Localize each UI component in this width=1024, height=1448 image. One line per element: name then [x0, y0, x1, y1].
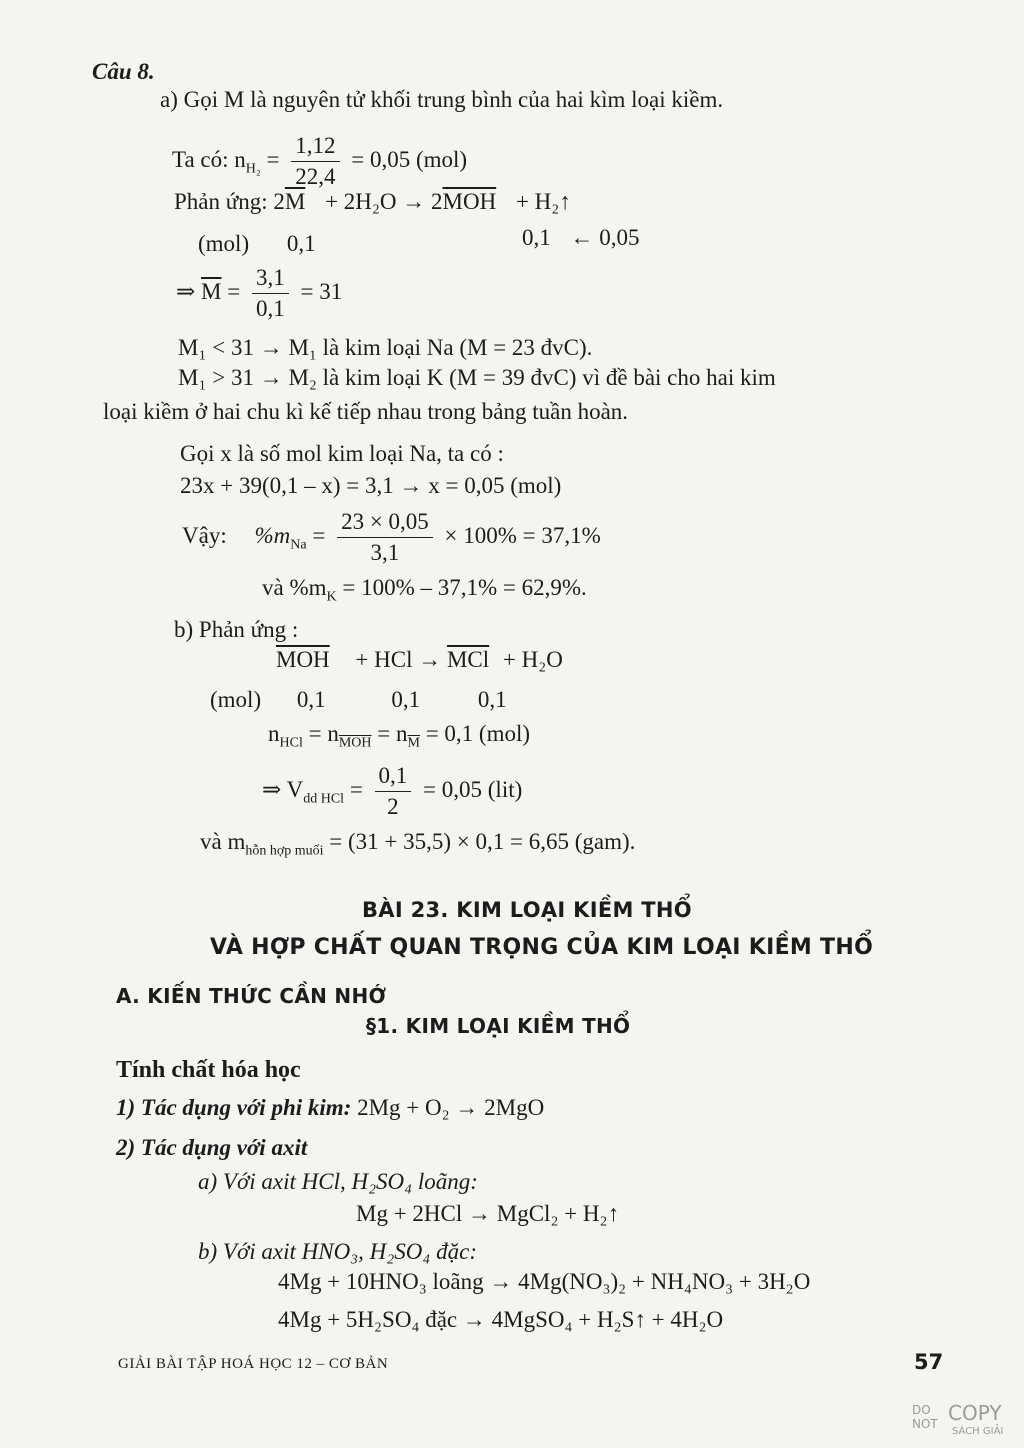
mbar-symbol: $\overline{M}$	[284, 189, 306, 214]
moh-subscript: MOH	[338, 735, 372, 751]
reaction-label: Phản ứng: 2	[174, 189, 285, 214]
volume-result: = 0,05 (lit)	[423, 776, 523, 802]
fraction-h2	[291, 132, 339, 191]
mol-label: (mol)	[210, 687, 262, 712]
mass-line	[200, 828, 635, 866]
mass-result: = (31 + 35,5) × 0,1 = 6,65 (gam).	[329, 829, 636, 854]
percent-symbol: %m	[254, 522, 291, 548]
fraction-result: = 31	[300, 278, 343, 304]
equation-end: + H₂O	[502, 647, 563, 672]
equals-sign: =	[308, 721, 322, 746]
fraction-numerator: 3,1	[252, 264, 289, 294]
lesson-title-line2: VÀ HỢP CHẤT QUAN TRỌNG CỦA KIM LOẠI KIỀM THỔ	[210, 935, 874, 960]
percent-result: × 100% = 37,1%	[444, 522, 601, 548]
vay-label: Vậy:	[182, 522, 227, 548]
mol-value: 0,1	[286, 231, 316, 256]
mol-line	[198, 230, 316, 258]
mcl-symbol: $\overline{MCl}$	[446, 647, 490, 672]
mol-value: 0,1	[477, 687, 507, 712]
reaction-h2: + H₂↑	[515, 189, 571, 214]
moh-symbol: $\overline{MOH}$	[276, 647, 330, 672]
dd-hcl-subscript: dd HCl	[303, 791, 345, 807]
properties-heading: Tính chất hóa học	[116, 1057, 301, 1083]
watermark-do: DO	[912, 1403, 931, 1417]
fraction-denominator: 22,4	[295, 164, 336, 189]
percent-k-line	[262, 574, 587, 612]
item-2b-label: b) Với axit HNO₃, H₂SO₄ đặc:	[198, 1239, 477, 1264]
fraction-denominator: 0,1	[255, 296, 285, 321]
fraction-numerator: 0,1	[375, 762, 412, 792]
n-symbol: n	[327, 721, 339, 746]
ta-co-prefix: Ta có: n	[172, 146, 246, 172]
section-a-heading: A. KIẾN THỨC CẦN NHỚ	[116, 984, 387, 1008]
item-1-label: 1) Tác dụng với phi kim:	[116, 1095, 352, 1120]
question-title: Câu 8.	[92, 59, 155, 84]
reaction-middle: + 2H₂O → 2	[325, 189, 443, 214]
item-2b-equation-2: 4Mg + 5H₂SO₄ đặc → 4MgSO₄ + H₂S↑ + 4H₂O	[278, 1307, 724, 1332]
mol-label: (mol)	[198, 231, 250, 256]
equation-middle: + HCl →	[355, 647, 442, 672]
item-2a-label: a) Với axit HCl, H₂SO₄ loãng:	[198, 1169, 478, 1194]
lesson-title-line1: BÀI 23. KIM LOẠI KIỀM THỔ	[362, 898, 692, 922]
watermark-copy: COPY	[948, 1401, 1002, 1425]
m2-continuation: loại kiềm ở hai chu kì kế tiếp nhau trong bảng tuần hoàn.	[103, 399, 629, 424]
equals-sign: =	[312, 522, 326, 548]
percent-na-line	[182, 508, 601, 567]
na-subscript: Na	[290, 537, 307, 553]
page-number: 57	[914, 1350, 944, 1374]
mol-value: 0,1	[522, 225, 551, 250]
hcl-subscript: HCl	[279, 735, 303, 751]
item-2b-equation-1: 4Mg + 10HNO₃ loãng → 4Mg(NO₃)₂ + NH₄NO₃ + 3H₂O	[278, 1269, 811, 1294]
fraction-numerator: 23 × 0,05	[337, 508, 433, 538]
fraction-denominator: 2	[387, 794, 399, 819]
item-1-line	[116, 1094, 544, 1122]
m2-line: M₁ > 31 → M₂ là kim loại K (M = 39 đvC) vì đề bài cho hai kim	[178, 365, 776, 390]
part-b-mol-line	[210, 686, 507, 714]
item-2a-equation: Mg + 2HCl → MgCl₂ + H₂↑	[356, 1201, 620, 1226]
watermark-not: NOT	[912, 1417, 938, 1431]
implies-arrow: ⇒	[176, 278, 196, 304]
n-hcl-line	[268, 720, 530, 758]
equals-sign: =	[227, 278, 241, 304]
equation-x: 23x + 39(0,1 – x) = 3,1 → x = 0,05 (mol)	[180, 473, 562, 498]
fraction-volume	[375, 762, 412, 821]
hon-hop-muoi-subscript: hỗn hợp muối	[245, 843, 324, 859]
fraction-denominator: 3,1	[370, 540, 400, 565]
percent-k-result: = 100% – 37,1% = 62,9%.	[342, 575, 587, 600]
equals-sign: =	[349, 776, 363, 802]
mol-value: ← 0,05	[570, 225, 640, 250]
m-prefix: và m	[200, 829, 246, 854]
watermark-site: SÁCH GIẢI	[952, 1426, 1004, 1437]
m-subscript: M	[407, 735, 420, 751]
fraction-result: = 0,05 (mol)	[351, 146, 468, 172]
volume-line	[262, 762, 522, 821]
part-b-equation	[276, 646, 563, 674]
item-2-label: 2) Tác dụng với axit	[116, 1135, 308, 1160]
reaction-line	[174, 188, 571, 216]
mol-value: 0,1	[296, 687, 326, 712]
h2-subscript: H₂	[245, 161, 261, 177]
moh-symbol: $\overline{MOH}$	[442, 189, 497, 214]
k-subscript: K	[326, 589, 337, 605]
n-result: = 0,1 (mol)	[425, 721, 531, 746]
fraction-numerator: 1,12	[291, 132, 339, 162]
mol-h2-line	[172, 132, 467, 191]
mbar-line	[176, 264, 342, 323]
fraction-percent	[337, 508, 433, 567]
fraction-mbar	[252, 264, 289, 323]
equals-sign: =	[377, 721, 391, 746]
v-prefix: ⇒ V	[262, 776, 304, 802]
part-b-title: b) Phản ứng :	[174, 617, 299, 642]
book-title: GIẢI BÀI TẬP HOÁ HỌC 12 – CƠ BẢN	[118, 1356, 389, 1372]
goi-x-line: Gọi x là số mol kim loại Na, ta có :	[180, 441, 504, 466]
m1-line: M₁ < 31 → M₁ là kim loại Na (M = 23 đvC).	[178, 335, 593, 360]
mol-value: 0,1	[391, 687, 421, 712]
mol-line-right	[522, 224, 640, 252]
equals-sign: =	[266, 146, 280, 172]
section-1-heading: §1. KIM LOẠI KIỀM THỔ	[366, 1014, 631, 1038]
percent-k-prefix: và %m	[262, 575, 327, 600]
mbar-symbol: $\overline{M}$	[201, 278, 222, 304]
n-symbol: n	[268, 721, 280, 746]
item-1-equation: 2Mg + O₂ → 2MgO	[357, 1095, 545, 1120]
n-symbol: n	[395, 721, 408, 746]
part-a-intro: a) Gọi M là nguyên tử khối trung bình của hai kìm loại kiềm.	[160, 87, 724, 112]
